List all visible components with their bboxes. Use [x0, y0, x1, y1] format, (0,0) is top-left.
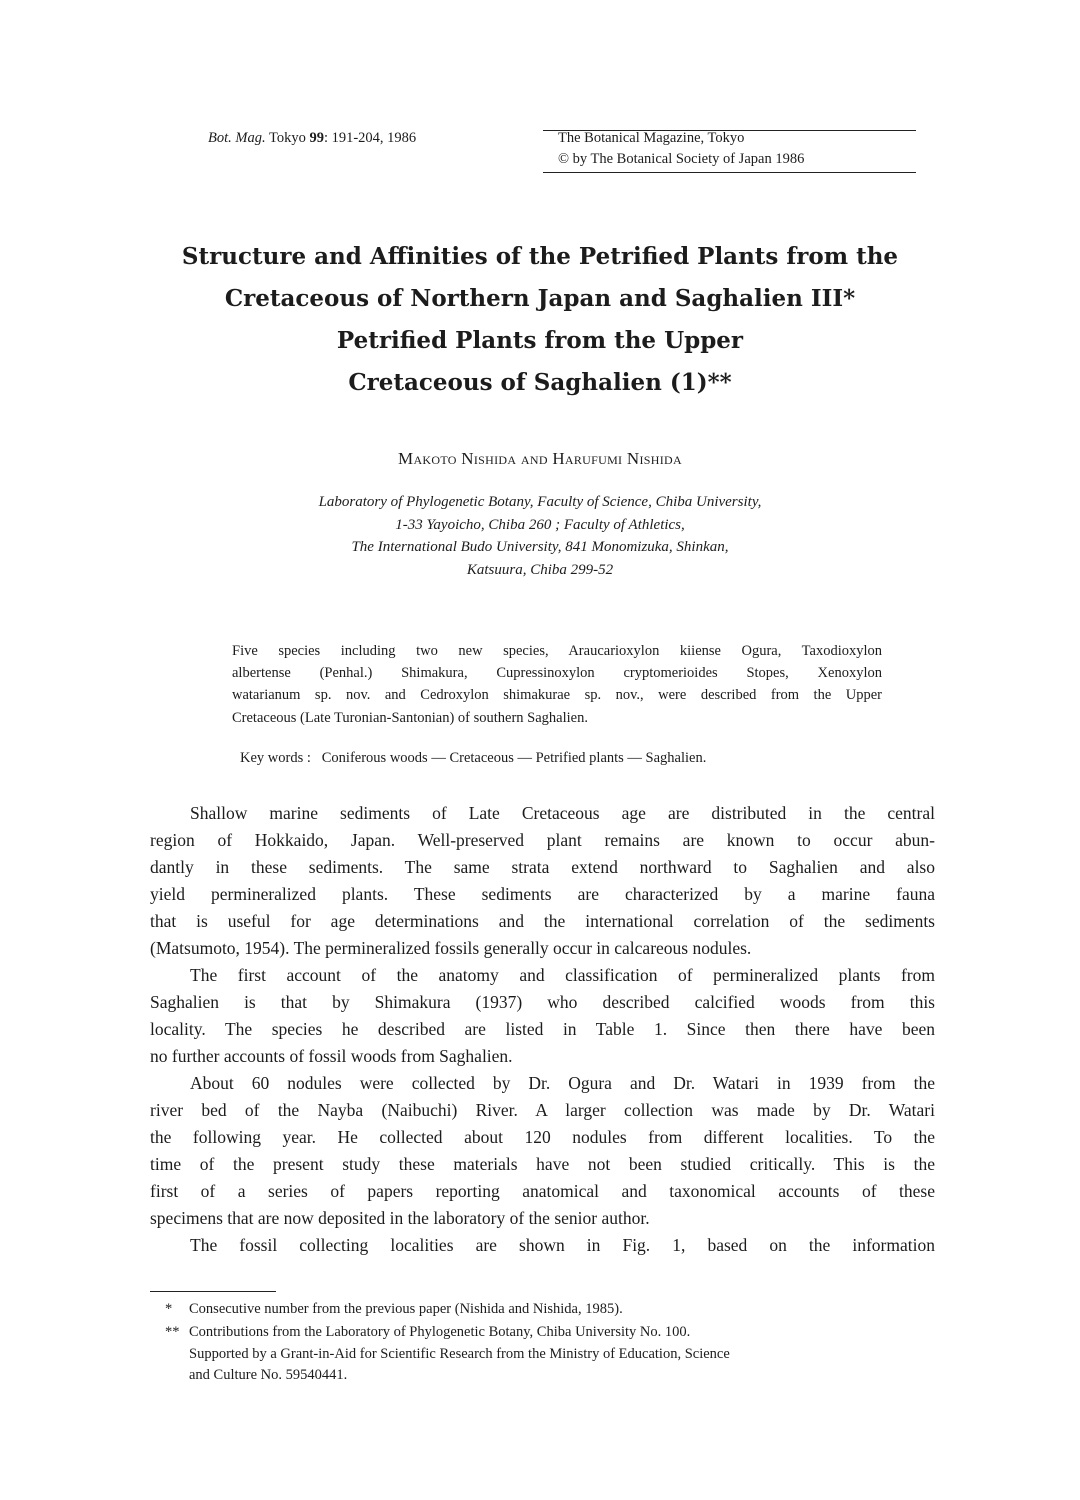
title-line: Cretaceous of Northern Japan and Saghalien III* — [224, 285, 856, 312]
affiliation-line: 1-33 Yayoicho, Chiba 260 ; Faculty of Athletics, — [395, 516, 685, 533]
body-text — [150, 800, 935, 1259]
abstract-line: Cretaceous (Late Turonian-Santonian) of southern Saghalien. — [232, 709, 588, 726]
keywords — [240, 750, 706, 767]
body-line: Shallow marine sediments of Late Cretaceous age are distributed in the central — [190, 803, 935, 823]
footnote-line: Supported by a Grant-in-Aid for Scientific Research from the Ministry of Education, Science — [189, 1345, 730, 1362]
title-line: Cretaceous of Saghalien (1)** — [348, 369, 732, 396]
body-line: dantly in these sediments. The same strata extend northward to Saghalien and also — [150, 857, 935, 877]
body-line: specimens that are now deposited in the laboratory of the senior author. — [150, 1208, 650, 1228]
authors: Makoto Nishida and Harufumi Nishida — [398, 449, 682, 468]
body-line: locality. The species he described are listed in Table 1. Since then there have been — [150, 1019, 935, 1039]
abstract-line: albertense (Penhal.) Shimakura, Cupressinoxylon cryptomerioides Stopes, Xenoxylon — [232, 665, 882, 682]
footnote-line: Consecutive number from the previous paper (Nishida and Nishida, 1985). — [189, 1301, 623, 1317]
body-line: About 60 nodules were collected by Dr. Ogura and Dr. Watari in 1939 from the — [190, 1073, 935, 1093]
title-line: Structure and Affinities of the Petrified Plants from the — [181, 243, 899, 270]
keywords-label: Key words : — [240, 750, 311, 766]
title-line: Petrified Plants from the Upper — [336, 327, 744, 354]
journal-volume: 99 — [309, 130, 324, 146]
journal-full-name: The Botanical Magazine, Tokyo — [558, 130, 745, 146]
paper-title — [100, 236, 980, 404]
footnote-line: and Culture No. 59540441. — [189, 1367, 348, 1383]
footnote-1 — [165, 1299, 935, 1321]
body-line: The first account of the anatomy and classification of permineralized plants from — [190, 965, 935, 985]
body-line: region of Hokkaido, Japan. Well-preserved plant remains are known to occur abun- — [150, 830, 935, 850]
body-line: first of a series of papers reporting anatomical and taxonomical accounts of these — [150, 1181, 935, 1201]
body-line: (Matsumoto, 1954). The permineralized fossils generally occur in calcareous nodules. — [150, 938, 752, 958]
body-line: Saghalien is that by Shimakura (1937) who described calcified woods from this — [150, 992, 935, 1012]
journal-city: Tokyo — [268, 130, 306, 146]
abstract-line: Five species including two new species, Araucarioxylon kiiense Ogura, Taxodioxylon — [232, 643, 882, 659]
keywords-terms: Coniferous woods — Cretaceous — Petrified plants — Saghalien. — [321, 750, 707, 766]
body-line: that is useful for age determinations and the international correlation of the sediments — [150, 911, 935, 931]
affiliation-line: Katsuura, Chiba 299-52 — [466, 561, 614, 578]
abstract-line: watarianum sp. nov. and Cedroxylon shimakurae sp. nov., were described from the Upper — [232, 687, 882, 704]
body-line: no further accounts of fossil woods from Saghalien. — [150, 1046, 513, 1066]
copyright-line: © by The Botanical Society of Japan 1986 — [558, 151, 805, 167]
footnote-marker: ** — [165, 1324, 180, 1340]
journal-abbrev: Bot. Mag. — [208, 130, 266, 146]
affiliation-line: The International Budo University, 841 Monomizuka, Shinkan, — [351, 539, 729, 555]
affiliation-line: Laboratory of Phylogenetic Botany, Faculty of Science, Chiba University, — [318, 494, 762, 510]
body-line: the following year. He collected about 120 nodules from different localities. To the — [150, 1127, 935, 1147]
header-rule-bottom — [543, 172, 916, 173]
body-line: time of the present study these materials have not been studied critically. This is the — [150, 1154, 935, 1174]
pages-year: : 191-204, 1986 — [323, 130, 417, 146]
affiliation — [140, 491, 940, 581]
body-line: The fossil collecting localities are shown in Fig. 1, based on the information — [190, 1235, 935, 1255]
footnote-marker: * — [165, 1301, 173, 1317]
body-line: yield permineralized plants. These sediments are characterized by a marine fauna — [150, 884, 935, 904]
abstract — [232, 640, 882, 729]
body-line: river bed of the Nayba (Naibuchi) River. A larger collection was made by Dr. Watari — [150, 1100, 935, 1120]
footnote-rule — [150, 1291, 276, 1292]
footnote-2 — [165, 1322, 935, 1387]
footnote-line: Contributions from the Laboratory of Phylogenetic Botany, Chiba University No. 100. — [189, 1324, 691, 1340]
citation-header — [208, 130, 416, 147]
